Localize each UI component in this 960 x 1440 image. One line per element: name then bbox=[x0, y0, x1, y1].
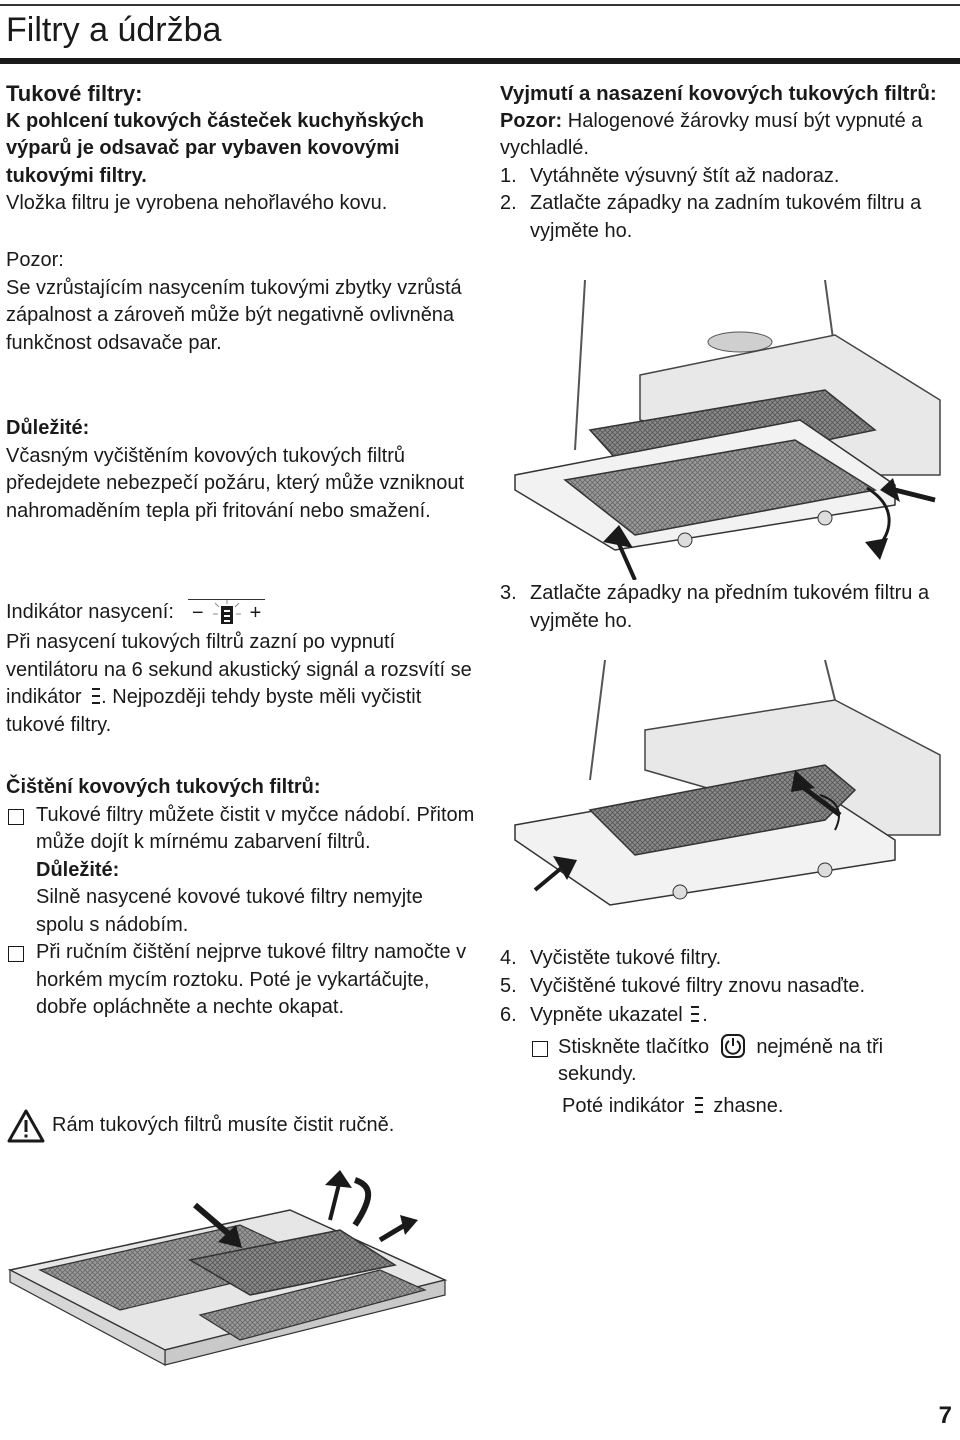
page-number: 7 bbox=[938, 1402, 952, 1429]
removal-heading: Vyjmutí a nasazení kovových tukových filtrů: bbox=[500, 82, 937, 105]
title-rule bbox=[0, 58, 960, 64]
caution-section bbox=[6, 247, 476, 357]
indicator-icon bbox=[694, 1094, 704, 1116]
cleaning-heading: Čištění kovových tukových filtrů: bbox=[6, 776, 321, 798]
cleaning-item-dishwasher bbox=[6, 802, 476, 940]
cleaning-item-manual bbox=[6, 939, 476, 1022]
indicator-heading: Indikátor nasycení: bbox=[6, 601, 174, 624]
page-title: Filtry a údržba bbox=[6, 11, 222, 49]
figure-filter-frame bbox=[0, 1170, 460, 1370]
step-1: 1. Vytáhněte výsuvný štít až nadoraz. bbox=[500, 164, 840, 187]
step-6: 6. Vypněte ukazatel . bbox=[500, 1004, 708, 1026]
steps-4-6 bbox=[500, 945, 940, 1120]
indicator-text-1: Při nasycení tukových filtrů zazní po vypnutí ventilátoru na 6 sekund akustický signál a rozsvítí se indikátor bbox=[6, 631, 472, 708]
step-2: 2. Zatlačte západky na zadním tukovém filtru a vyjměte ho. bbox=[500, 192, 922, 242]
step-4: 4. Vyčistěte tukové filtry. bbox=[500, 947, 722, 969]
cleaning-important-text: Silně nasycené kovové tukové filtry nemyjte spolu s nádobím. bbox=[36, 886, 423, 936]
important-heading: Důležité: bbox=[6, 417, 90, 439]
cleaning-item1-text: Tukové filtry můžete čistit v myčce nádobí. Přitom může dojít k mírnému zabarvení filtrů. bbox=[36, 803, 475, 853]
grease-filters-section bbox=[6, 80, 476, 218]
important-section bbox=[6, 415, 476, 525]
indicator-off-text: Poté indikátor zhasne. bbox=[562, 1094, 784, 1117]
warning-icon bbox=[6, 1108, 46, 1144]
frame-note bbox=[6, 1108, 476, 1144]
indicator-panel bbox=[188, 599, 265, 628]
checkbox-bullet-icon bbox=[8, 809, 24, 825]
checkbox-bullet-icon bbox=[8, 946, 24, 962]
cleaning-section bbox=[6, 774, 476, 1022]
step-5: 5. Vyčištěné tukové filtry znovu nasaďte. bbox=[500, 974, 866, 997]
top-rule bbox=[0, 4, 960, 6]
indicator-icon bbox=[91, 685, 101, 707]
figure-remove-front-filter bbox=[495, 660, 960, 930]
saturation-indicator-icon bbox=[210, 600, 244, 628]
indicator-icon bbox=[690, 1003, 700, 1025]
important-text: Včasným vyčištěním kovových tukových filtrů předejdete nebezpečí požáru, který může vzniknout nahromaděním tepla při fritování nebo smažení. bbox=[6, 444, 465, 522]
indicator-minus-symbol: − bbox=[191, 601, 204, 624]
step-3-block bbox=[500, 580, 940, 635]
removal-caution-text: Halogenové žárovky musí být vypnuté a vychladlé. bbox=[500, 109, 923, 159]
caution-heading: Pozor: bbox=[6, 249, 64, 271]
indicator-plus-symbol: + bbox=[249, 601, 262, 624]
caution-text: Se vzrůstajícím nasycením tukovými zbytky vzrůstá zápalnost a zároveň může být negativně ovlivněna funkčnost odsavače par. bbox=[6, 276, 462, 354]
cleaning-important-heading: Důležité: bbox=[36, 858, 120, 881]
removal-section bbox=[500, 80, 940, 245]
checkbox-bullet-icon bbox=[532, 1041, 548, 1057]
cleaning-item2-text: Při ručním čištění nejprve tukové filtry namočte v horkém mycím roztoku. Poté je vykartáčujte, dobře opláchněte a nechte okapat. bbox=[36, 941, 467, 1018]
indicator-section bbox=[6, 598, 476, 739]
grease-filters-material: Vložka filtru je vyrobena nehořlavého kovu. bbox=[6, 192, 388, 214]
figure-remove-rear-filter bbox=[495, 280, 960, 580]
press-button-instruction: Stiskněte tlačítko nejméně na tři sekundy. bbox=[530, 1034, 940, 1089]
removal-caution-label: Pozor: bbox=[500, 109, 563, 132]
power-button-icon bbox=[721, 1034, 745, 1058]
grease-filters-heading: Tukové filtry: bbox=[6, 81, 143, 106]
step-3: 3. Zatlačte západky na předním tukovém filtru a vyjměte ho. bbox=[500, 582, 930, 632]
frame-note-text: Rám tukových filtrů musíte čistit ručně. bbox=[52, 1114, 395, 1137]
grease-filters-intro: K pohlcení tukových částeček kuchyňských výparů je odsavač par vybaven kovovými tukovými filtry. bbox=[6, 109, 424, 187]
indicator-text-2: . Nejpozději tehdy byste měli vyčistit tukové filtry. bbox=[6, 686, 422, 736]
